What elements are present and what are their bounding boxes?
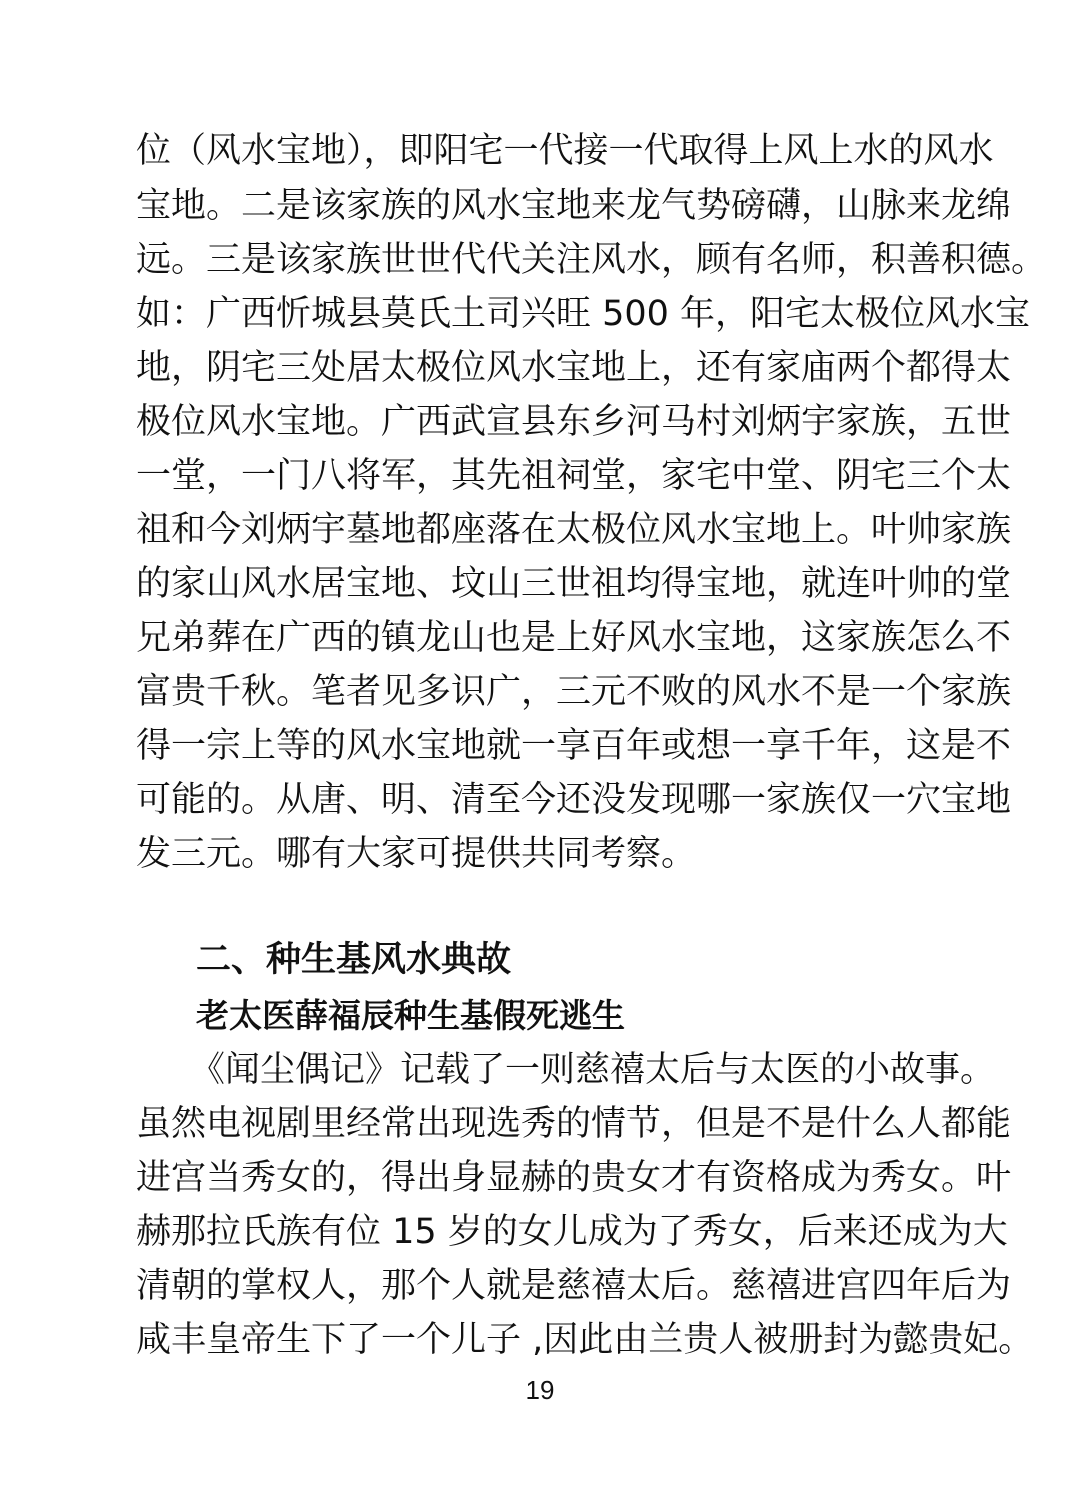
paragraph-line: 咸丰皇帝生下了一个儿子 ,因此由兰贵人被册封为懿贵妃。 [136, 1320, 1034, 1360]
paragraph-line: 可能的。从唐、明、清至今还没发现哪一家族仅一穴宝地 [136, 780, 1012, 820]
paragraph-line: 一堂，一门八将军，其先祖祠堂，家宅中堂、阴宅三个太 [136, 456, 1012, 496]
paragraph-line: 地，阴宅三处居太极位风水宝地上，还有家庙两个都得太 [136, 348, 1012, 388]
paragraph-line: 的家山风水居宝地、坟山三世祖均得宝地，就连叶帅的堂 [136, 564, 1012, 604]
paragraph-line: 兄弟葬在广西的镇龙山也是上好风水宝地，这家族怎么不 [136, 618, 1012, 658]
paragraph-line: 富贵千秋。笔者见多识广，三元不败的风水不是一个家族 [136, 672, 1012, 712]
section-heading: 二、种生基风水典故 [196, 940, 512, 980]
paragraph-line: 进宫当秀女的，得出身显赫的贵女才有资格成为秀女。叶 [136, 1158, 1012, 1198]
paragraph-line: 发三元。哪有大家可提供共同考察。 [136, 834, 697, 874]
paragraph-line: 远。三是该家族世世代代关注风水，顾有名师，积善积德。 [136, 240, 1047, 280]
paragraph-line: 得一宗上等的风水宝地就一享百年或想一享千年，这是不 [136, 726, 1012, 766]
paragraph-line: 宝地。二是该家族的风水宝地来龙气势磅礴，山脉来龙绵 [136, 186, 1012, 226]
page-number: 19 [525, 1375, 555, 1405]
paragraph-line: 赫那拉氏族有位 15 岁的女儿成为了秀女，后来还成为大 [136, 1212, 1008, 1252]
paragraph-line: 祖和今刘炳宇墓地都座落在太极位风水宝地上。叶帅家族 [136, 510, 1012, 550]
paragraph-line: 极位风水宝地。广西武宣县东乡河马村刘炳宇家族，五世 [136, 402, 1012, 442]
paragraph-line: 如：广西忻城县莫氏土司兴旺 500 年，阳宅太极位风水宝 [136, 294, 1031, 334]
paragraph-line: 位（风水宝地），即阳宅一代接一代取得上风上水的风水 [136, 131, 994, 171]
paragraph-line: 虽然电视剧里经常出现选秀的情节，但是不是什么人都能 [136, 1104, 1012, 1144]
paragraph-line: 清朝的掌权人，那个人就是慈禧太后。慈禧进宫四年后为 [136, 1266, 1012, 1306]
section-subheading: 老太医薛福辰种生基假死逃生 [196, 996, 625, 1035]
paragraph-first-line: 《闻尘偶记》记载了一则慈禧太后与太医的小故事。 [190, 1050, 996, 1090]
